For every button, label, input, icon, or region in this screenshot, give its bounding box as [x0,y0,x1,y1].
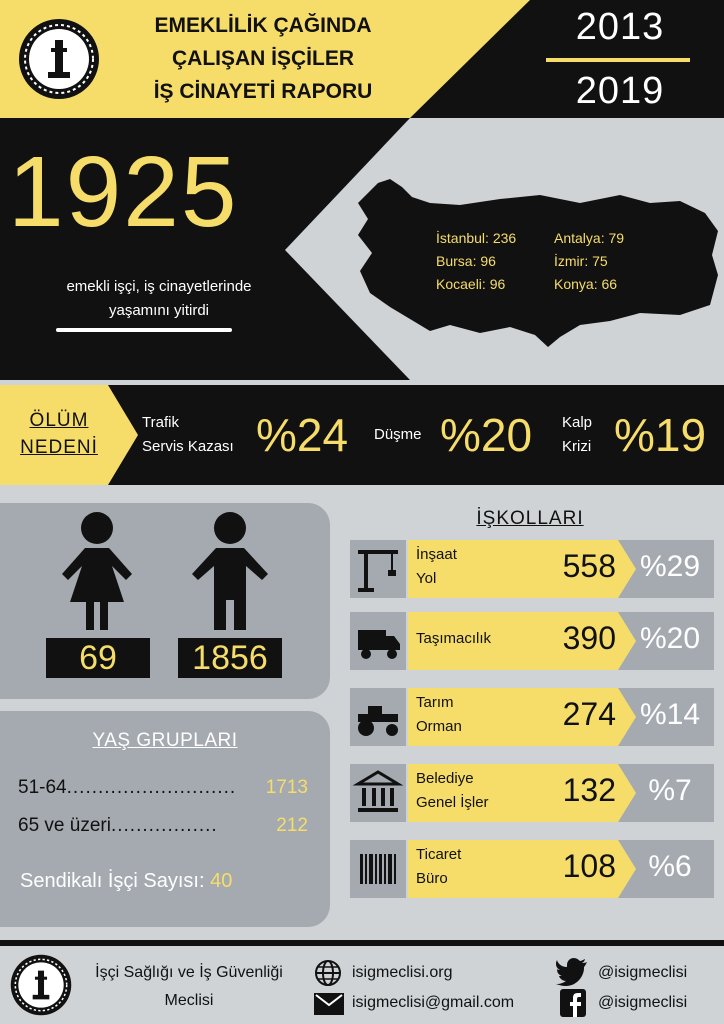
city-stat: Antalya: 79 [554,230,625,246]
report-title-line-1: EMEKLİLİK ÇAĞINDA [154,14,372,37]
cause-2-line-1: Düşme [374,426,422,443]
sectors-title: İŞKOLLARI [476,508,584,529]
sector-label-2: Yol [416,570,437,587]
twitter-handle[interactable]: @isigmeclisi [598,964,688,981]
total-deaths-number: 1925 [8,136,239,248]
email-link[interactable]: isigmeclisi@gmail.com [352,994,515,1011]
org-logo [10,954,72,1016]
hero-subtitle-line-2: yaşamını yitirdi [108,302,210,319]
city-stat: İstanbul: 236 [436,230,517,246]
sector-label-1: Ticaret [416,846,462,863]
sector-label-2: Orman [416,718,462,735]
cause-3-line-1: Kalp [562,414,593,431]
sector-count: 558 [562,548,616,584]
sector-row [350,764,714,822]
city-stat: Bursa: 96 [436,253,496,269]
male-count: 1856 [178,638,282,678]
city-stat: Kocaeli: 96 [436,276,506,292]
sector-row [350,840,714,898]
barcode-icon [350,840,406,898]
year-end: 2019 [575,70,665,112]
sector-percent: %14 [639,698,701,731]
sector-row [350,688,714,746]
truck-icon [350,612,406,670]
sector-count: 108 [562,848,616,884]
causes-label-line-1: ÖLÜM [29,410,89,431]
twitter-icon [556,958,588,986]
sector-percent: %20 [639,622,701,655]
age-row [18,777,308,799]
union-value: 40 [210,870,233,892]
hero-subtitle-line-1: emekli işçi, iş cinayetlerinde [66,278,252,295]
cause-2-percent: %20 [440,409,533,461]
sector-label-2: Büro [416,870,448,887]
report-title-line-3: İŞ CİNAYETİ RAPORU [153,80,373,103]
sector-icon-box [350,764,406,822]
union-workers [20,870,320,893]
sector-count: 132 [562,772,616,808]
sector-label-1: İnşaat [416,546,457,563]
facebook-handle[interactable]: @isigmeclisi [598,994,688,1011]
org-name-line-2: Meclisi [164,992,214,1009]
cause-1-percent: %24 [256,409,349,461]
sector-label-2: Genel İşler [416,794,489,811]
facebook-icon [560,989,586,1017]
cause-3-line-2: Krizi [562,438,592,455]
org-name-line-1: İşçi Sağlığı ve İş Güvenliği [95,964,283,981]
tractor-icon [350,688,406,746]
age-row [18,815,308,837]
age-row-leader: ................. [110,815,218,836]
year-separator [546,58,690,62]
sector-label-1: Tarım [416,694,454,711]
org-logo [18,18,100,100]
sector-icon-box [350,840,406,898]
age-row-label: 65 ve üzeri [18,815,111,836]
sector-label-1: Taşımacılık [416,630,492,647]
city-stat: Konya: 66 [554,276,618,292]
sector-label-1: Belediye [416,770,474,787]
cause-1-line-1: Trafik [142,414,179,431]
sector-percent: %7 [648,774,692,807]
sector-icon-box [350,540,406,598]
footer [0,946,724,1024]
age-row-value: 212 [276,815,308,836]
year-start: 2013 [575,6,665,48]
cause-3-percent: %19 [614,409,707,461]
female-count: 69 [46,638,150,678]
globe-icon [314,959,342,987]
sector-percent: %6 [648,850,692,883]
union-label: Sendikalı İşçi Sayısı: [20,870,205,892]
sector-percent: %29 [639,550,701,583]
sector-count: 274 [562,696,616,732]
age-row-value: 1713 [265,777,308,798]
sector-row [350,540,714,598]
mail-icon [314,993,344,1015]
causes-label-shape [0,385,140,485]
age-groups-title: YAŞ GRUPLARI [92,730,238,751]
website-link[interactable]: isigmeclisi.org [352,964,453,981]
age-row-leader: ........................... [66,777,237,798]
age-row-label: 51-64 [18,777,67,798]
building-icon [350,764,406,822]
sector-icon-box [350,688,406,746]
crane-icon [350,540,406,598]
city-stat: İzmir: 75 [554,253,608,269]
report-title-line-2: ÇALIŞAN İŞÇİLER [171,47,354,70]
turkey-map [350,175,720,350]
sector-count: 390 [562,620,616,656]
causes-label-line-2: NEDENİ [20,437,98,458]
sector-icon-box [350,612,406,670]
hero-underline [56,328,232,332]
sector-row [350,612,714,670]
female-figure-icon [52,510,142,632]
male-figure-icon [188,510,272,632]
cause-1-line-2: Servis Kazası [142,438,234,455]
